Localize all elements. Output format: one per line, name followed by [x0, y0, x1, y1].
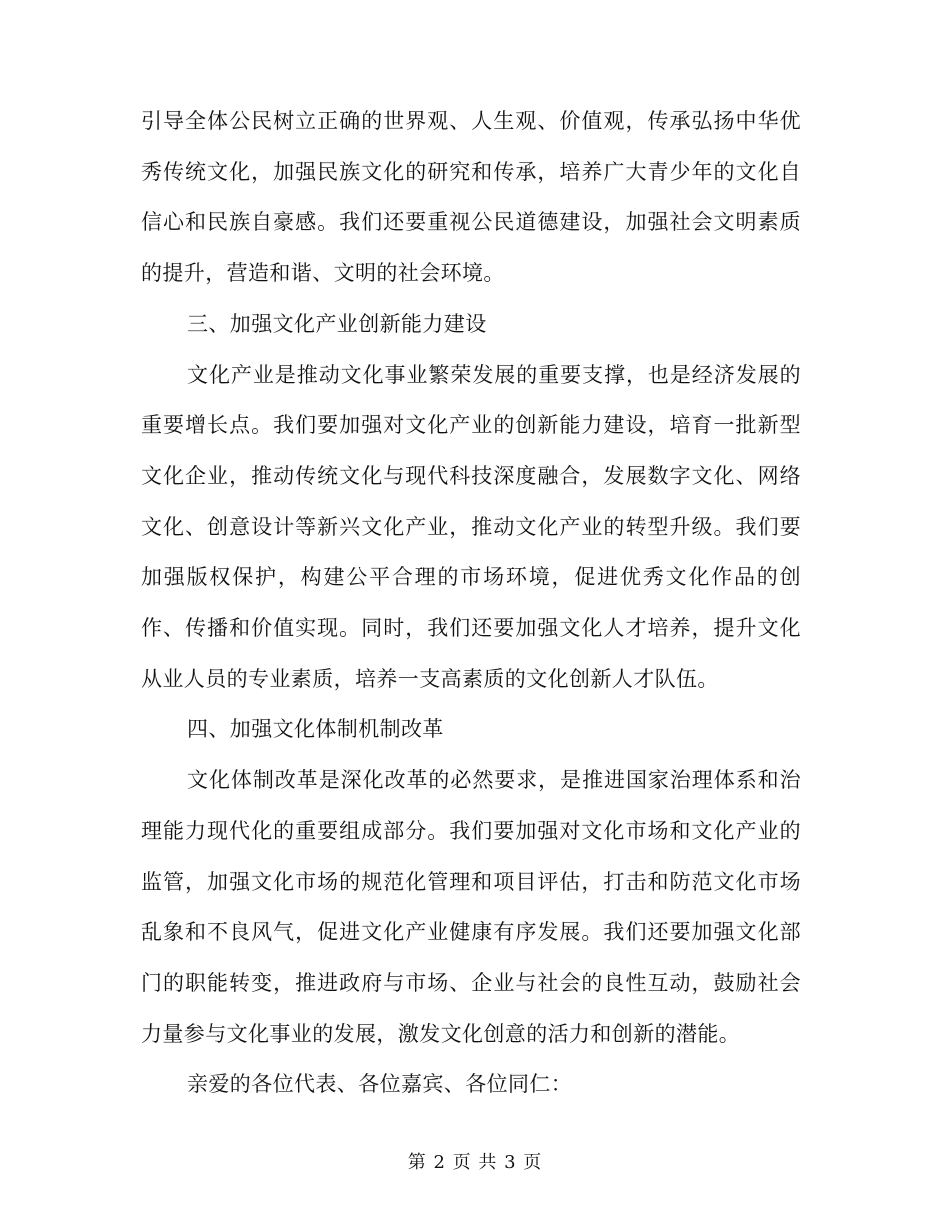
paragraph-3: 文化体制改革是深化改革的必然要求，是推进国家治理体系和治理能力现代化的重要组成部分。我们要加强对文化市场和文化产业的监管，加强文化市场的规范化管理和项目评估，打击和防范文化市场乱象和不良风气，促进文化产业健康有序发展。我们还要加强文化部门的职能转变，推进政府与市场、企业与社会的良性互动，鼓励社会力量参与文化事业的发展，激发文化创意的活力和创新的潜能。: [141, 768, 801, 1046]
section-heading-3: 三、加强文化产业创新能力建设: [187, 311, 487, 336]
section-heading-4: 四、加强文化体制机制改革: [187, 717, 444, 742]
page-footer: 第 2 页 共 3 页: [407, 1152, 543, 1173]
paragraph-1: 引导全体公民树立正确的世界观、人生观、价值观，传承弘扬中华优秀传统文化，加强民族文化的研究和传承，培养广大青少年的文化自信心和民族自豪感。我们还要重视公民道德建设，加强社会文明素质的提升，营造和谐、文明的社会环境。: [141, 109, 801, 286]
document-body: [141, 96, 801, 1110]
paragraph-2: 文化产业是推动文化事业繁荣发展的重要支撑，也是经济发展的重要增长点。我们要加强对文化产业的创新能力建设，培育一批新型文化企业，推动传统文化与现代科技深度融合，发展数字文化、网络文化、创意设计等新兴文化产业，推动文化产业的转型升级。我们要加强版权保护，构建公平合理的市场环境，促进优秀文化作品的创作、传播和价值实现。同时，我们还要加强文化人才培养，提升文化从业人员的专业素质，培养一支高素质的文化创新人才队伍。: [141, 362, 801, 691]
salutation: 亲爱的各位代表、各位嘉宾、各位同仁：: [187, 1072, 573, 1097]
